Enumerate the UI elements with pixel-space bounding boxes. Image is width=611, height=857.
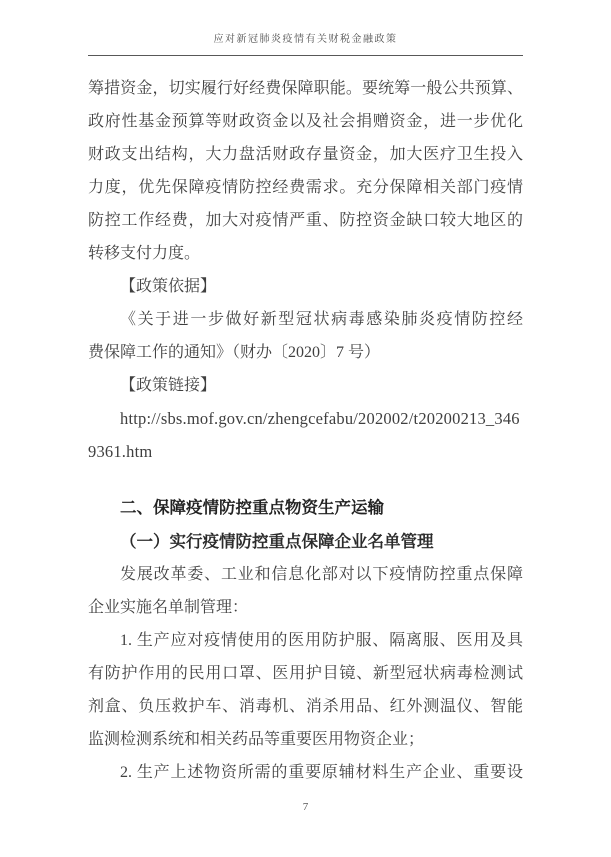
- text-line: 企业实施名单制管理：: [88, 599, 249, 616]
- document-body: [88, 72, 523, 789]
- text-line: 力度，优先保障疫情防控经费需求。充分保障相关部门疫情: [88, 179, 523, 196]
- list-item-line: 2. 生产上述物资所需的重要原辅材料生产企业、重要设: [120, 764, 523, 781]
- text-line: 《关于进一步做好新型冠状病毒感染肺炎疫情防控经: [120, 311, 523, 328]
- text-line: 转移支付力度。: [88, 245, 201, 262]
- header-rule: [88, 55, 523, 56]
- text-line: 费保障工作的通知》（财办〔2020〕7 号）: [88, 344, 381, 361]
- text-line: 财政支出结构，大力盘活财政存量资金，加大医疗卫生投入: [88, 146, 523, 163]
- text-line: 有防护作用的民用口罩、医用护目镜、新型冠状病毒检测试: [88, 665, 523, 682]
- text-line: 剂盒、负压救护车、消毒机、消杀用品、红外测温仪、智能: [88, 698, 523, 715]
- text-line: 政府性基金预算等财政资金以及社会捐赠资金，进一步优化: [88, 113, 523, 130]
- text-line: 发展改革委、工业和信息化部对以下疫情防控重点保障: [120, 566, 523, 583]
- policy-link-label: 【政策链接】: [120, 377, 217, 394]
- list-item-line: 1. 生产应对疫情使用的医用防护服、隔离服、医用及具: [120, 632, 523, 649]
- text-line: 筹措资金，切实履行好经费保障职能。要统筹一般公共预算、: [88, 80, 523, 97]
- url-line: 9361.htm: [88, 442, 153, 461]
- text-line: 防控工作经费，加大对疫情严重、防控资金缺口较大地区的: [88, 212, 523, 229]
- policy-basis-label: 【政策依据】: [120, 278, 217, 295]
- subsection-heading: （一）实行疫情防控重点保障企业名单管理: [120, 532, 434, 551]
- page-header-title: 应对新冠肺炎疫情有关财税金融政策: [213, 34, 398, 45]
- section-heading: 二、保障疫情防控重点物资生产运输: [120, 499, 384, 517]
- url-line: http://sbs.mof.gov.cn/zhengcefabu/202002/t20200213_346: [120, 409, 520, 428]
- text-line: 监测检测系统和相关药品等重要医用物资企业；: [88, 731, 425, 748]
- page-header: [88, 0, 523, 56]
- page-number: 7: [302, 801, 309, 813]
